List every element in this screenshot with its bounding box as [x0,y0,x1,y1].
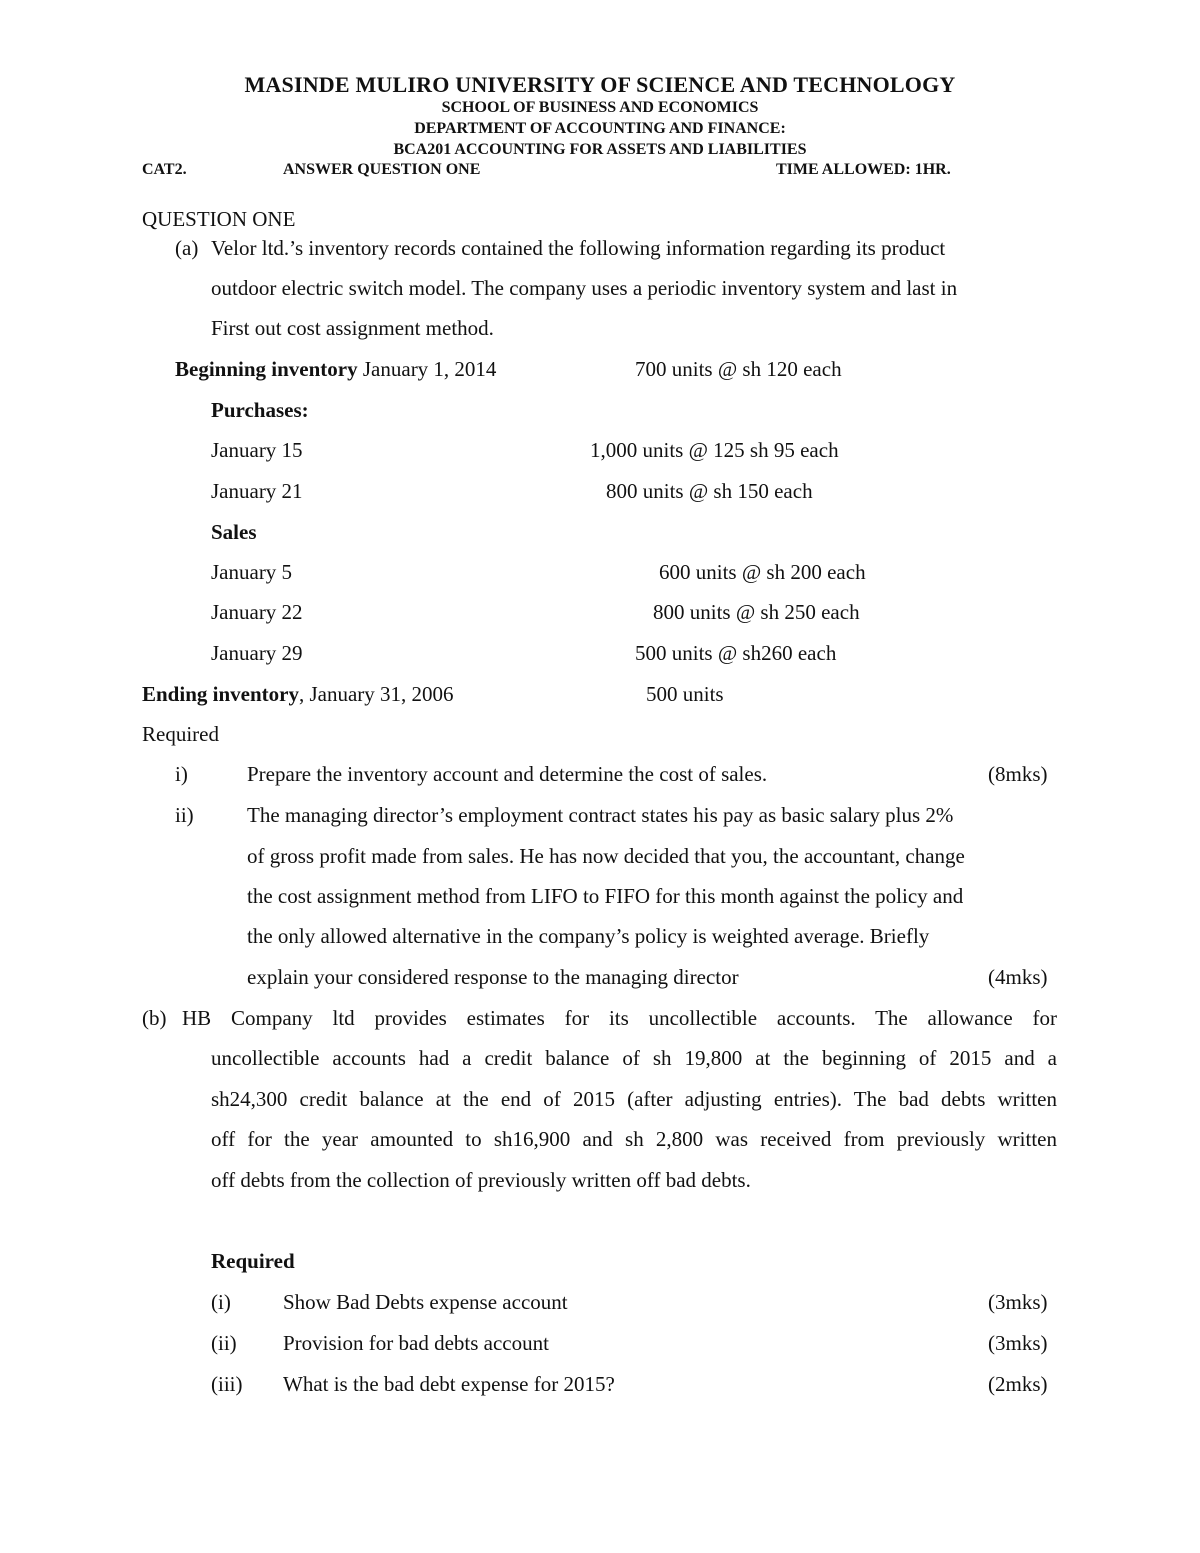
part-b-line: off for the year amounted to sh16,900 and sh 2,800 was received from previously written [211,1127,1057,1151]
part-b-line: HB Company ltd provides estimates for its uncollectible accounts. The allowance for [182,1006,1057,1030]
sale-date: January 29 [211,641,303,665]
sale-date: January 22 [211,600,303,624]
department-name: DEPARTMENT OF ACCOUNTING AND FINANCE: [414,120,786,137]
beginning-inventory-date: January 1, 2014 [362,357,497,381]
item-text: explain your considered response to the managing director [247,965,739,989]
purchases-label: Purchases: [211,398,309,422]
item-text: Show Bad Debts expense account [283,1290,568,1314]
item-text: the cost assignment method from LIFO to FIFO for this month against the policy and [247,884,964,908]
university-name: MASINDE MULIRO UNIVERSITY OF SCIENCE AND TECHNOLOGY [244,72,956,97]
beginning-inventory-label: Beginning inventory [175,357,358,381]
item-marks: (8mks) [988,762,1048,786]
part-a-line: Velor ltd.’s inventory records contained the following information regarding its product [211,236,946,260]
ending-inventory-date: , January 31, 2006 [298,682,454,706]
time-allowed: TIME ALLOWED: 1HR. [776,161,951,178]
beginning-inventory-row [175,357,496,382]
part-b-line: sh24,300 credit balance at the end of 2015 (after adjusting entries). The bad debts written [211,1087,1057,1111]
sale-value: 600 units @ sh 200 each [659,560,866,584]
sales-label: Sales [211,520,257,544]
part-a-label: (a) [175,236,199,260]
item-number: (ii) [211,1331,237,1355]
sale-value: 800 units @ sh 250 each [653,600,860,624]
ending-inventory-label: Ending inventory [142,682,299,706]
cat-label: CAT2. [142,161,187,178]
purchase-date: January 21 [211,479,303,503]
sale-value: 500 units @ sh260 each [635,641,837,665]
instruction-label: ANSWER QUESTION ONE [283,161,481,178]
item-number: ii) [175,803,194,827]
part-b-line: off debts from the collection of previously written off bad debts. [211,1168,751,1192]
ending-inventory-value: 500 units [646,682,724,706]
part-b-label: (b) [142,1006,167,1030]
course-title: BCA201 ACCOUNTING FOR ASSETS AND LIABILITIES [393,141,807,158]
part-a-line: First out cost assignment method. [211,316,494,340]
sale-date: January 5 [211,560,293,584]
item-number: (iii) [211,1372,243,1396]
purchase-value: 1,000 units @ 125 sh 95 each [590,438,839,462]
item-text: of gross profit made from sales. He has now decided that you, the accountant, change [247,844,965,868]
item-marks: (4mks) [988,965,1048,989]
required-label-b: Required [211,1249,295,1273]
item-text: Prepare the inventory account and determine the cost of sales. [247,762,768,786]
ending-inventory-row [142,682,454,707]
required-label: Required [142,722,219,746]
item-text: What is the bad debt expense for 2015? [283,1372,615,1396]
item-marks: (3mks) [988,1290,1048,1314]
part-b-line: uncollectible accounts had a credit balance of sh 19,800 at the beginning of 2015 and a [211,1046,1057,1070]
item-text: The managing director’s employment contract states his pay as basic salary plus 2% [247,803,954,827]
part-a-line: outdoor electric switch model. The company uses a periodic inventory system and last in [211,276,958,300]
item-marks: (3mks) [988,1331,1048,1355]
item-number: (i) [211,1290,231,1314]
item-text: Provision for bad debts account [283,1331,549,1355]
school-name: SCHOOL OF BUSINESS AND ECONOMICS [441,99,759,116]
item-marks: (2mks) [988,1372,1048,1396]
purchase-value: 800 units @ sh 150 each [606,479,813,503]
purchase-date: January 15 [211,438,303,462]
item-number: i) [175,762,188,786]
question-title: QUESTION ONE [142,207,296,231]
item-text: the only allowed alternative in the company’s policy is weighted average. Briefly [247,924,930,948]
beginning-inventory-value: 700 units @ sh 120 each [635,357,842,381]
